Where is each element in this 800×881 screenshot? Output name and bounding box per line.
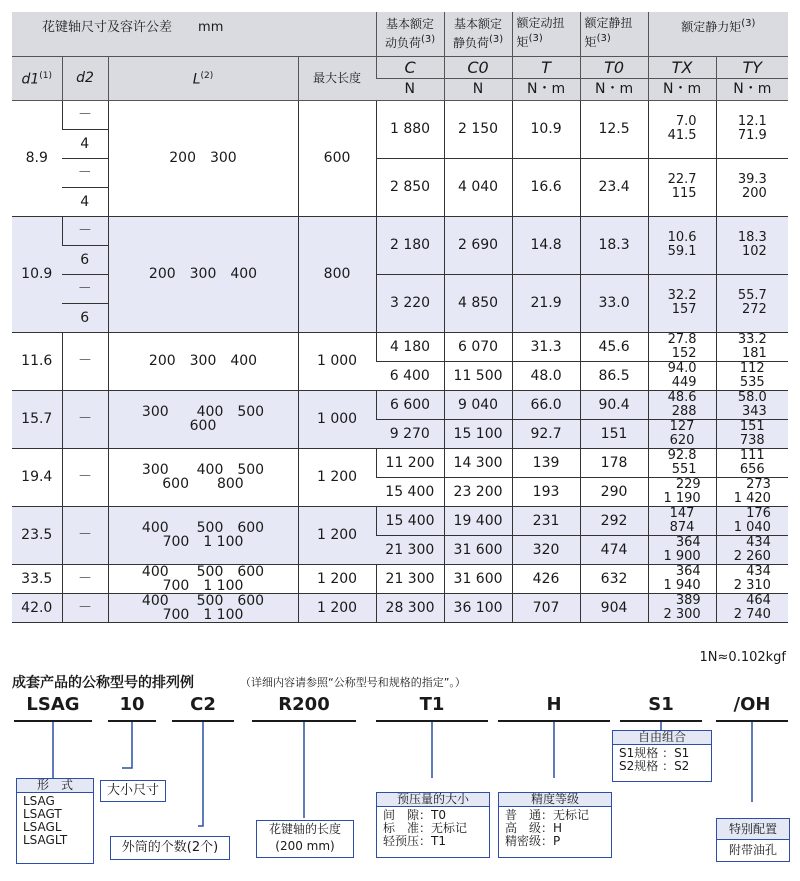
d2-cell: － [62,158,108,187]
tx-cell: 27.8 152 [648,332,716,361]
d2-cell: － [62,390,108,448]
t-cell: 92.7 [512,419,580,448]
max-length-cell: 1 000 [298,332,376,390]
tx-cell: 364 1 900 [648,535,716,564]
t-cell: 320 [512,535,580,564]
d2-cell: 4 [62,129,108,158]
t0-cell: 632 [580,564,648,593]
code-subtitle: （详细内容请参照“公称型号和规格的指定”。） [240,676,466,689]
tx-cell: 22.7 115 [648,158,716,216]
code-part-model: LSAG [14,694,92,722]
d2-header: d2 [62,56,108,100]
t-cell: 231 [512,506,580,535]
c-cell: 9 270 [376,419,444,448]
type-item: LSAGL [23,820,62,834]
combo-item: S1规格 ：S1 [619,746,690,760]
c0-cell: 31 600 [444,564,512,593]
tx-cell: 32.2 157 [648,274,716,332]
table-title: 花键轴尺寸及容许公差 mm [12,12,376,56]
ty-cell: 434 2 260 [716,535,788,564]
preload-box: 预压量的大小 间 隙：T0 标 准：无标记 轻预压：T1 [376,792,490,858]
l-cell: 200 300 [108,100,298,216]
tx-cell: 127 620 [648,419,716,448]
c0-cell: 4 850 [444,274,512,332]
t0-cell: 86.5 [580,361,648,390]
max-length-header: 最大长度 [298,56,376,100]
d1-header: d1$^{(1)}$ [12,56,62,100]
max-length-cell: 1 200 [298,448,376,506]
d2-cell: － [62,100,108,129]
max-length-cell: 1 200 [298,593,376,622]
max-length-cell: 800 [298,216,376,332]
moment-label: 额定静力矩$^{(3)}$ [648,12,788,56]
t0-cell: 12.5 [580,100,648,158]
ty-cell: 55.7 272 [716,274,788,332]
tx-cell: 364 1 940 [648,564,716,593]
d1-cell: 8.9 [12,100,62,216]
ty-cell: 151 738 [716,419,788,448]
max-length-cell: 600 [298,100,376,216]
l-header: $L^{(2)}$ [108,56,298,100]
d2-cell: 6 [62,303,108,332]
ty-cell: 434 2 310 [716,564,788,593]
c0-cell: 11 500 [444,361,512,390]
preload-item: 标 准：无标记 [383,821,468,835]
c0-cell: 2 150 [444,100,512,158]
d1-cell: 33.5 [12,564,62,593]
c-label: 基本额定动负荷$^{(3)}$ [376,12,444,56]
c0-cell: 4 040 [444,158,512,216]
d2-cell: － [62,216,108,245]
d1-cell: 11.6 [12,332,62,390]
t0-cell: 45.6 [580,332,648,361]
tx-cell: 10.6 59.1 [648,216,716,274]
unit-nm: N・m [716,78,788,100]
t0-label: 额定静扭矩$^{(3)}$ [580,12,648,56]
t-cell: 10.9 [512,100,580,158]
t0-cell: 904 [580,593,648,622]
c-cell: 28 300 [376,593,444,622]
max-length-cell: 1 200 [298,564,376,593]
d1-cell: 10.9 [12,216,62,332]
footnote: 1N≈0.102kgf [699,650,786,665]
c0-cell: 36 100 [444,593,512,622]
tx-cell: 7.0 41.5 [648,100,716,158]
t0-cell: 151 [580,419,648,448]
d1-cell: 19.4 [12,448,62,506]
d1-cell: 23.5 [12,506,62,564]
l-cell: 400 500 600 700 1 100 [108,564,298,593]
t-cell: 21.9 [512,274,580,332]
tx-symbol: TX [648,56,716,78]
code-title: 成套产品的公称型号的排列例 [12,675,194,691]
t-cell: 16.6 [512,158,580,216]
c-cell: 2 850 [376,158,444,216]
t0-cell: 474 [580,535,648,564]
c-cell: 15 400 [376,477,444,506]
c0-label: 基本额定静负荷$^{(3)}$ [444,12,512,56]
c0-cell: 9 040 [444,390,512,419]
c-symbol: C [376,56,444,78]
l-cell: 400 500 600 700 1 100 [108,506,298,564]
t0-cell: 33.0 [580,274,648,332]
ty-cell: 18.3 102 [716,216,788,274]
tx-cell: 48.6 288 [648,390,716,419]
max-length-cell: 1 200 [298,506,376,564]
ty-cell: 112 535 [716,361,788,390]
tx-cell: 147 874 [648,506,716,535]
c-cell: 1 880 [376,100,444,158]
max-length-cell: 1 000 [298,390,376,448]
t-symbol: T [512,56,580,78]
t-cell: 48.0 [512,361,580,390]
c0-symbol: C0 [444,56,512,78]
c-cell: 6 600 [376,390,444,419]
t0-cell: 90.4 [580,390,648,419]
combo-item: S2规格 ：S2 [619,759,690,773]
ty-symbol: TY [716,56,788,78]
t-cell: 14.8 [512,216,580,274]
special-box: 特别配置 附带油孔 [716,818,790,862]
c-cell: 21 300 [376,564,444,593]
accuracy-item: 高 级：H [505,821,563,835]
c0-cell: 19 400 [444,506,512,535]
ty-cell: 464 2 740 [716,593,788,622]
ty-cell: 273 1 420 [716,477,788,506]
c-cell: 2 180 [376,216,444,274]
l-cell: 200 300 400 [108,216,298,332]
c0-cell: 23 200 [444,477,512,506]
unit-nm: N・m [648,78,716,100]
t-label: 额定动扭矩$^{(3)}$ [512,12,580,56]
d2-cell: 6 [62,245,108,274]
ty-cell: 39.3 200 [716,158,788,216]
t-cell: 707 [512,593,580,622]
code-part-combo: S1 [620,694,702,722]
unit-n: N [376,78,444,100]
tx-cell: 229 1 190 [648,477,716,506]
unit-n: N [444,78,512,100]
t-cell: 193 [512,477,580,506]
c-cell: 3 220 [376,274,444,332]
count-box: 外筒的个数(2个) [110,836,230,860]
d2-cell: 4 [62,187,108,216]
d2-cell: － [62,593,108,622]
ty-cell: 12.1 71.9 [716,100,788,158]
accuracy-item: 普 通：无标记 [505,808,590,822]
d2-cell: － [62,332,108,390]
d2-cell: － [62,274,108,303]
ty-cell: 111 656 [716,448,788,477]
code-part-preload: T1 [376,694,488,722]
preload-item: 间 隙：T0 [383,808,446,822]
type-item: LSAGLT [23,833,68,847]
tx-cell: 92.8 551 [648,448,716,477]
c-cell: 11 200 [376,448,444,477]
c-cell: 6 400 [376,361,444,390]
d1-cell: 15.7 [12,390,62,448]
t0-cell: 23.4 [580,158,648,216]
c-cell: 4 180 [376,332,444,361]
c-cell: 21 300 [376,535,444,564]
t-cell: 66.0 [512,390,580,419]
t0-cell: 18.3 [580,216,648,274]
c0-cell: 6 070 [444,332,512,361]
l-cell: 300 400 500 600 800 [108,448,298,506]
type-box: 形 式 LSAG LSAGT LSAGL LSAGLT [16,778,94,864]
type-item: LSAG [23,794,55,808]
ty-cell: 58.0 343 [716,390,788,419]
code-part-length: R200 [252,694,356,722]
l-cell: 400 500 600 700 1 100 [108,593,298,622]
tx-cell: 389 2 300 [648,593,716,622]
size-box: 大小尺寸 [100,780,166,802]
d2-cell: － [62,564,108,593]
d2-cell: － [62,448,108,506]
unit-nm: N・m [580,78,648,100]
t0-cell: 290 [580,477,648,506]
code-part-size: 10 [108,694,156,722]
c0-cell: 2 690 [444,216,512,274]
combo-box: 自由组合 S1规格 ：S1 S2规格 ：S2 [612,730,712,782]
c0-cell: 14 300 [444,448,512,477]
l-cell: 200 300 400 [108,332,298,390]
type-item: LSAGT [23,807,62,821]
c-cell: 15 400 [376,506,444,535]
accuracy-item: 精密级：P [505,834,561,848]
unit-nm: N・m [512,78,580,100]
ty-cell: 33.2 181 [716,332,788,361]
accuracy-box: 精度等级 普 通：无标记 高 级：H 精密级：P [498,792,612,858]
d1-cell: 42.0 [12,593,62,622]
t-cell: 139 [512,448,580,477]
tx-cell: 94.0 449 [648,361,716,390]
length-box: 花键轴的长度 (200 mm) [256,820,354,858]
code-part-count: C2 [172,694,234,722]
t0-symbol: T0 [580,56,648,78]
preload-item: 轻预压：T1 [383,834,446,848]
l-cell: 300 400 500 600 [108,390,298,448]
t0-cell: 292 [580,506,648,535]
d2-cell: － [62,506,108,564]
t-cell: 31.3 [512,332,580,361]
c0-cell: 15 100 [444,419,512,448]
c0-cell: 31 600 [444,535,512,564]
code-part-accuracy: H [498,694,610,722]
ty-cell: 176 1 040 [716,506,788,535]
t-cell: 426 [512,564,580,593]
code-part-special: /OH [716,694,788,722]
t0-cell: 178 [580,448,648,477]
